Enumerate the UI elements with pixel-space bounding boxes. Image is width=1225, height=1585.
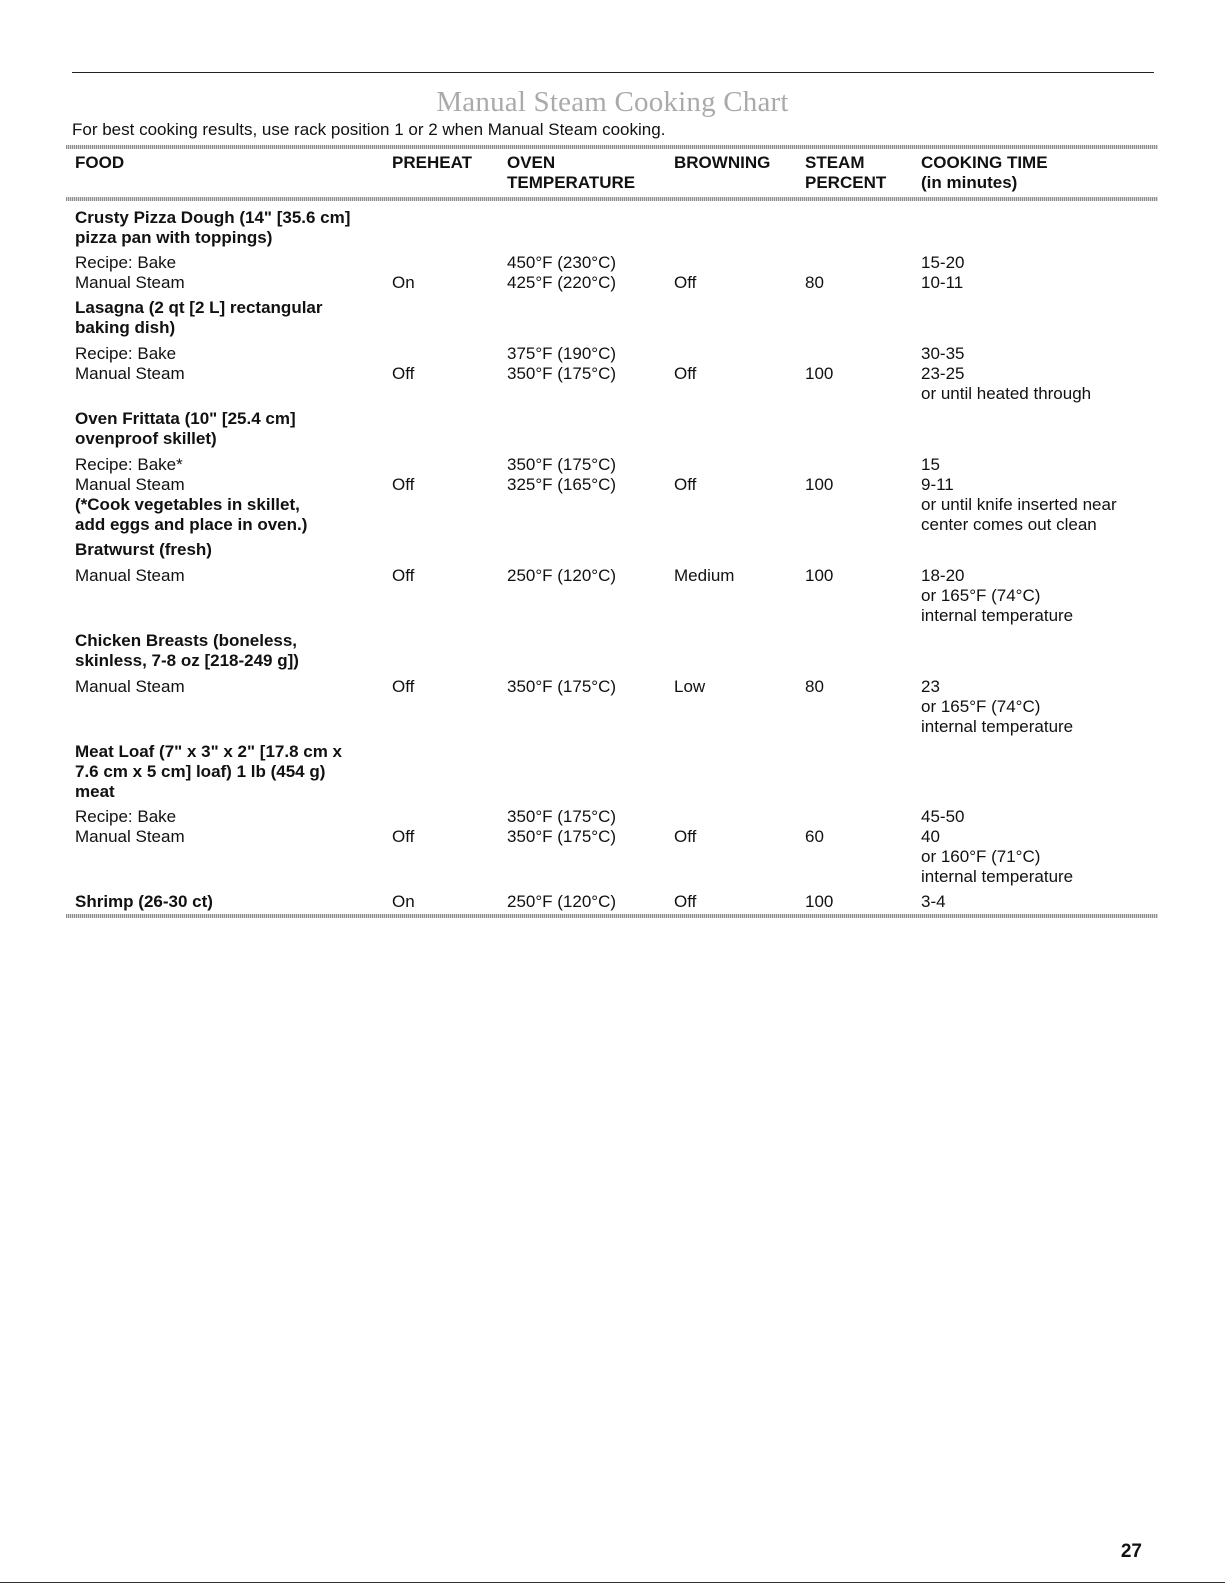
cell-food: Manual Steam [75, 827, 185, 846]
cell-steam-percent: 80 [805, 273, 824, 292]
cell-food: Recipe: Bake* [75, 455, 183, 474]
cell-cooking-time: 45-50 [921, 807, 965, 826]
cell-preheat: Off [392, 677, 415, 696]
cell-browning: Off [674, 364, 697, 383]
header-steam-percent: STEAM PERCENT [805, 153, 887, 192]
cell-food: (*Cook vegetables in skillet, add eggs and place in oven.) [75, 495, 308, 534]
cell-preheat: Off [392, 364, 415, 383]
cell-steam-percent: 60 [805, 827, 824, 846]
cell-cooking-time: 15-20 [921, 253, 965, 272]
chart-title: Manual Steam Cooking Chart [436, 86, 789, 118]
bottom-rule [0, 1582, 1225, 1583]
cell-cooking-time: 18-20 or 165°F (74°C) internal temperature [921, 566, 1074, 625]
cell-cooking-time: 10-11 [921, 273, 964, 292]
cell-oven-temperature: 325°F (165°C) [507, 475, 617, 494]
cell-oven-temperature: 350°F (175°C) [507, 827, 617, 846]
table-end-band [66, 914, 1158, 918]
cell-preheat: Off [392, 566, 415, 585]
header-oven-temperature: OVEN TEMPERATURE [507, 153, 636, 192]
cell-preheat: On [392, 273, 415, 292]
cell-oven-temperature: 450°F (230°C) [507, 253, 617, 272]
cell-browning: Off [674, 475, 697, 494]
cell-food: Manual Steam [75, 566, 185, 585]
intro-text: For best cooking results, use rack position 1 or 2 when Manual Steam cooking. [72, 120, 666, 139]
cell-steam-percent: 100 [805, 475, 834, 494]
cell-oven-temperature: 375°F (190°C) [507, 344, 617, 363]
cell-cooking-time: 9-11 or until knife inserted near center comes out clean [921, 475, 1117, 534]
page-number: 27 [1120, 1541, 1142, 1562]
cell-cooking-time: 30-35 [921, 344, 965, 363]
cell-browning: Off [674, 827, 697, 846]
cell-preheat: Off [392, 475, 415, 494]
cell-food: Meat Loaf (7" x 3" x 2" [17.8 cm x 7.6 cm x 5 cm] loaf) 1 lb (454 g) meat [75, 742, 343, 801]
cell-cooking-time: 3-4 [921, 892, 946, 911]
cell-food: Recipe: Bake [75, 253, 177, 272]
cell-food: Bratwurst (fresh) [75, 540, 212, 559]
cell-steam-percent: 100 [805, 364, 834, 383]
cell-food: Manual Steam [75, 364, 185, 383]
cell-oven-temperature: 350°F (175°C) [507, 364, 617, 383]
cell-cooking-time: 23-25 or until heated through [921, 364, 1092, 403]
cell-steam-percent: 100 [805, 892, 834, 911]
header-cooking-time: COOKING TIME (in minutes) [921, 153, 1048, 192]
top-rule [72, 72, 1154, 73]
cell-food: Oven Frittata (10" [25.4 cm] ovenproof skillet) [75, 409, 296, 448]
cell-browning: Off [674, 892, 697, 911]
header-top-band [66, 145, 1158, 149]
header-browning: BROWNING [674, 153, 771, 172]
cell-oven-temperature: 350°F (175°C) [507, 677, 617, 696]
header-bottom-band [66, 197, 1158, 201]
cell-steam-percent: 100 [805, 566, 834, 585]
cell-browning: Low [674, 677, 706, 696]
cell-cooking-time: 40 or 160°F (71°C) internal temperature [921, 827, 1074, 886]
cell-browning: Off [674, 273, 697, 292]
cell-food: Lasagna (2 qt [2 L] rectangular baking dish) [75, 298, 323, 337]
cell-food: Recipe: Bake [75, 807, 177, 826]
cell-steam-percent: 80 [805, 677, 824, 696]
cell-oven-temperature: 425°F (220°C) [507, 273, 617, 292]
cell-food: Manual Steam [75, 273, 185, 292]
cell-preheat: On [392, 892, 415, 911]
cell-preheat: Off [392, 827, 415, 846]
cell-food: Manual Steam [75, 475, 185, 494]
cell-oven-temperature: 350°F (175°C) [507, 807, 617, 826]
cell-oven-temperature: 250°F (120°C) [507, 892, 617, 911]
cell-oven-temperature: 250°F (120°C) [507, 566, 617, 585]
cell-food: Shrimp (26-30 ct) [75, 892, 213, 911]
cell-food: Manual Steam [75, 677, 185, 696]
cell-food: Recipe: Bake [75, 344, 177, 363]
cell-browning: Medium [674, 566, 735, 585]
header-food: FOOD [75, 153, 125, 172]
cell-cooking-time: 23 or 165°F (74°C) internal temperature [921, 677, 1074, 736]
cell-food: Chicken Breasts (boneless, skinless, 7-8 oz [218-249 g]) [75, 631, 299, 670]
cell-food: Crusty Pizza Dough (14" [35.6 cm] pizza pan with toppings) [75, 208, 351, 247]
header-preheat: PREHEAT [392, 153, 472, 172]
cell-cooking-time: 15 [921, 455, 940, 474]
cell-oven-temperature: 350°F (175°C) [507, 455, 617, 474]
